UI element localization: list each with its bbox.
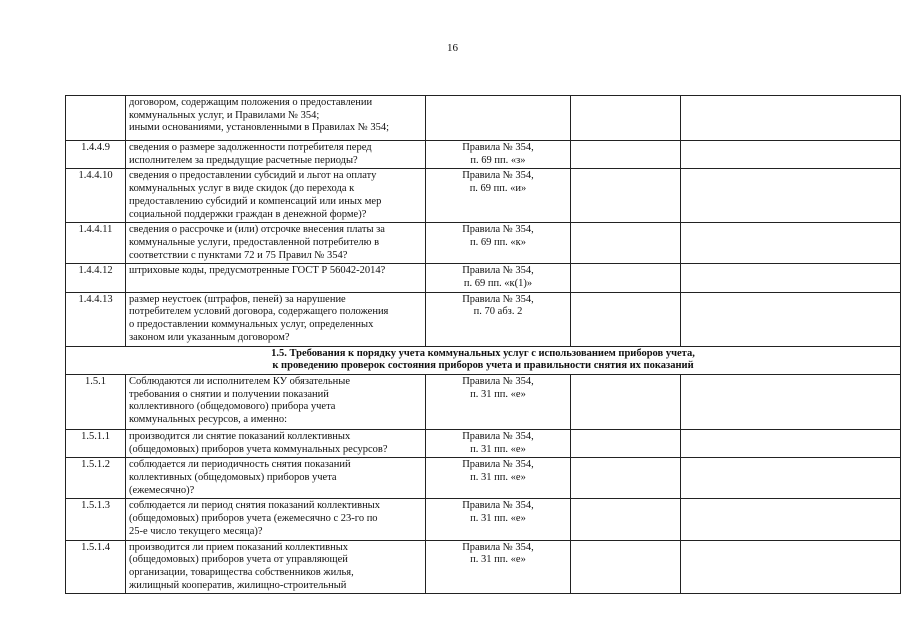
note-cell [681, 540, 901, 594]
question-line: требования о снятии и получении показаний [129, 388, 329, 400]
item-number [66, 96, 126, 141]
requirement-question [126, 540, 426, 594]
question-line: организации, товарищества собственников жилья, [129, 566, 354, 578]
question-line: сведения о размере задолженности потребителя перед [129, 142, 372, 153]
legal-reference [426, 264, 571, 292]
question-line: коммунальных ресурсов, а именно: [129, 414, 288, 426]
answer-cell [571, 264, 681, 292]
question-line: (общедомовых) приборов учета от управляющей [129, 554, 348, 566]
table-body [66, 96, 901, 594]
note-cell [681, 141, 901, 169]
question-line: социальной поддержки граждан в денежной форме)? [129, 208, 367, 220]
table-row [66, 499, 901, 540]
reference-line: Правила № 354, [462, 170, 534, 182]
item-number: 1.5.1.1 [66, 429, 126, 457]
item-number: 1.4.4.12 [66, 264, 126, 292]
table-row [66, 429, 901, 457]
answer-cell [571, 223, 681, 264]
question-line: коммунальные услуги, предоставленной потребителю в [129, 236, 380, 248]
note-cell [681, 292, 901, 346]
question-line: (общедомовых) приборов учета коммунальных ресурсов? [129, 443, 388, 455]
legal-reference [426, 429, 571, 457]
question-line: размер неустоек (штрафов, пеней) за нарушение [129, 293, 346, 305]
page-number: 16 [447, 42, 458, 54]
legal-reference [426, 458, 571, 499]
question-line: коллективного (общедомового) прибора учета [129, 401, 336, 413]
section-title-line: к проведению проверок состояния приборов учета и правильности снятия их показаний [272, 360, 694, 372]
reference-line: Правила № 354, [462, 265, 534, 277]
item-number: 1.5.1.2 [66, 458, 126, 499]
question-line: исполнителем за предыдущие расчетные периоды? [129, 154, 358, 166]
answer-cell [571, 141, 681, 169]
note-cell [681, 499, 901, 540]
note-cell [681, 169, 901, 223]
answer-cell [571, 169, 681, 223]
reference-line: Правила № 354, [462, 459, 534, 471]
reference-line: п. 31 пп. «е» [470, 388, 526, 400]
reference-line: п. 69 пп. «к» [469, 236, 527, 248]
legal-reference [426, 169, 571, 223]
answer-cell [571, 96, 681, 141]
legal-reference [426, 374, 571, 429]
legal-reference [426, 292, 571, 346]
requirement-question [126, 223, 426, 264]
reference-line: Правила № 354, [462, 430, 534, 442]
question-line: Соблюдаются ли исполнителем КУ обязательные [129, 375, 350, 387]
reference-line: Правила № 354, [462, 541, 534, 553]
requirement-question [126, 169, 426, 223]
reference-line: Правила № 354, [462, 142, 534, 153]
table-row [66, 374, 901, 429]
question-line: (общедомовых) приборов учета (ежемесячно с 23-го по [129, 513, 378, 525]
requirements-table [65, 95, 901, 594]
item-number: 1.4.4.11 [66, 223, 126, 264]
reference-line: п. 31 пп. «е» [470, 443, 526, 455]
question-line: иными основаниями, установленными в Правилах № 354; [129, 122, 390, 134]
reference-line: Правила № 354, [462, 375, 534, 387]
table-row [66, 169, 901, 223]
section-header-row [66, 346, 901, 374]
table-row [66, 141, 901, 169]
answer-cell [571, 458, 681, 499]
question-line: соответствии с пунктами 72 и 75 Правил № 354? [129, 249, 348, 261]
table-row [66, 458, 901, 499]
reference-line: п. 69 пп. «к(1)» [463, 278, 533, 290]
reference-line: п. 31 пп. «е» [470, 513, 526, 525]
table-row [66, 96, 901, 141]
question-line: законом или указанным договором? [129, 331, 290, 343]
requirement-question [126, 292, 426, 346]
table-row [66, 223, 901, 264]
question-line: (ежемесячно)? [129, 484, 195, 496]
table-row [66, 264, 901, 292]
question-line: предоставлению субсидий и компенсаций или иных мер [129, 195, 382, 207]
reference-line: п. 31 пп. «е» [470, 472, 526, 484]
reference-line: Правила № 354, [462, 224, 534, 236]
answer-cell [571, 374, 681, 429]
reference-line: п. 69 пп. «и» [469, 183, 527, 195]
table-row [66, 540, 901, 594]
requirement-question [126, 499, 426, 540]
question-line: потребителем условий договора, содержащего положения [129, 306, 389, 318]
question-line: соблюдается ли периодичность снятия показаний [129, 459, 351, 471]
note-cell [681, 223, 901, 264]
question-line: коллективных (общедомовых) приборов учета [129, 472, 337, 484]
legal-reference [426, 141, 571, 169]
reference-line: Правила № 354, [462, 500, 534, 512]
question-line: договором, содержащим положения о предоставлении [129, 97, 373, 108]
legal-reference [426, 540, 571, 594]
item-number: 1.5.1 [66, 374, 126, 429]
question-line: производится ли снятие показаний коллективных [129, 430, 351, 442]
section-title [66, 346, 901, 374]
item-number: 1.5.1.4 [66, 540, 126, 594]
question-line: жилищный кооператив, жилищно-строительный [129, 579, 347, 591]
note-cell [681, 458, 901, 499]
table-row [66, 292, 901, 346]
legal-reference [426, 499, 571, 540]
reference-line: Правила № 354, [462, 293, 534, 305]
answer-cell [571, 429, 681, 457]
reference-line: п. 69 пп. «з» [470, 154, 526, 166]
item-number: 1.4.4.13 [66, 292, 126, 346]
note-cell [681, 96, 901, 141]
question-line: производится ли прием показаний коллективных [129, 541, 349, 553]
requirement-question [126, 374, 426, 429]
question-line: сведения о предоставлении субсидий и льгот на оплату [129, 170, 377, 182]
item-number: 1.5.1.3 [66, 499, 126, 540]
answer-cell [571, 540, 681, 594]
note-cell [681, 429, 901, 457]
note-cell [681, 264, 901, 292]
note-cell [681, 374, 901, 429]
requirement-question [126, 458, 426, 499]
answer-cell [571, 292, 681, 346]
answer-cell [571, 499, 681, 540]
requirement-question [126, 141, 426, 169]
question-line: сведения о рассрочке и (или) отсрочке внесения платы за [129, 224, 385, 236]
question-line: 25-е число текущего месяца)? [129, 525, 263, 537]
reference-line: п. 31 пп. «е» [470, 554, 526, 566]
item-number: 1.4.4.10 [66, 169, 126, 223]
reference-line: п. 70 абз. 2 [473, 306, 523, 318]
requirement-question [126, 429, 426, 457]
requirement-question [126, 96, 426, 141]
question-line: штриховые коды, предусмотренные ГОСТ Р 56042-2014? [129, 265, 386, 277]
question-line: о предоставлении коммунальных услуг, определенных [129, 319, 374, 331]
item-number: 1.4.4.9 [66, 141, 126, 169]
legal-reference [426, 96, 571, 141]
question-line: коммунальных услуг, и Правилами № 354; [129, 109, 320, 121]
legal-reference [426, 223, 571, 264]
section-title-line: 1.5. Требования к порядку учета коммунальных услуг с использованием приборов учета, [271, 347, 695, 359]
question-line: соблюдается ли период снятия показаний коллективных [129, 500, 380, 512]
question-line: коммунальных услуг в виде скидок (до перехода к [129, 183, 355, 195]
requirement-question [126, 264, 426, 292]
